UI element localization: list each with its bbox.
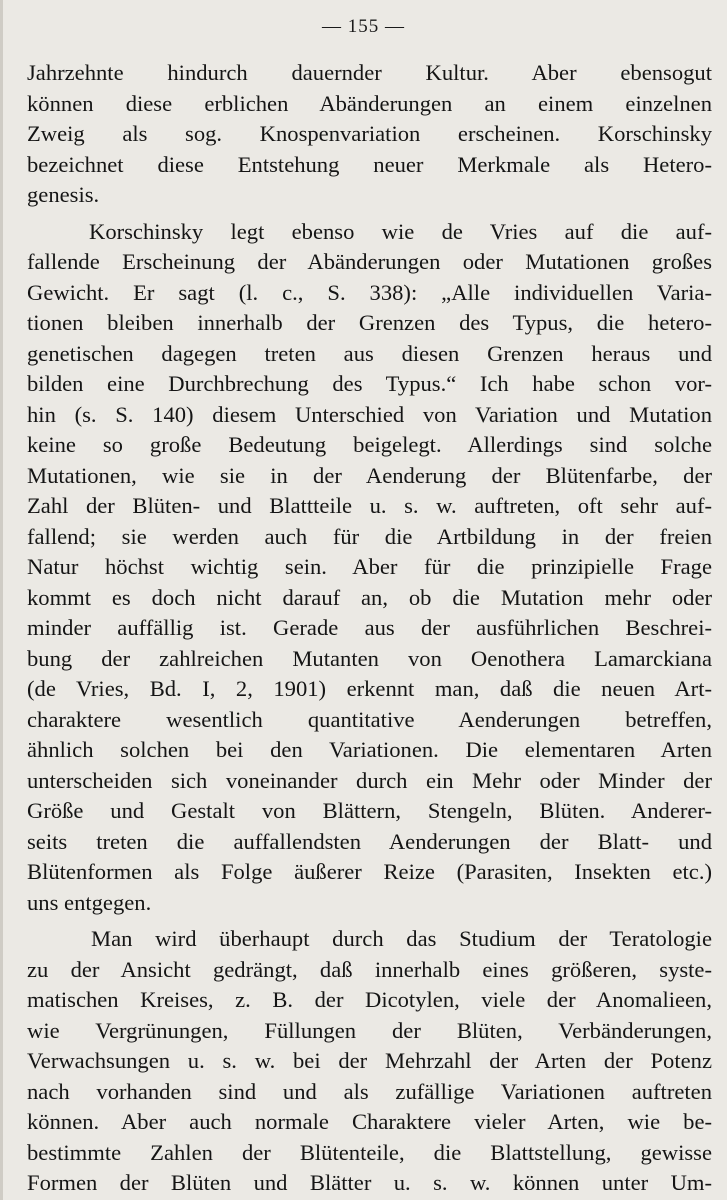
text-line: zu der Ansicht gedrängt, daß innerhalb eines größeren, syste-	[27, 956, 712, 982]
text-line: Natur höchst wichtig sein. Aber für die prinzipielle Frage	[27, 554, 712, 579]
text-line: bilden eine Durchbrechung des Typus.“ Ich habe schon vor-	[27, 371, 712, 396]
text-line: fallende Erscheinung der Abänderungen oder Mutationen großes	[27, 249, 712, 274]
text-line: seits treten die auffallendsten Aenderungen der Blatt- und	[27, 828, 712, 854]
text-line: uns entgegen.	[27, 889, 152, 915]
text-line: wie Vergrünungen, Füllungen der Blüten, Verbänderungen,	[27, 1017, 712, 1043]
text-line: bestimmte Zahlen der Blütenteile, die Blattstellung, gewisse	[27, 1139, 712, 1165]
text-line: minder auffällig ist. Gerade aus der ausführlichen Beschrei-	[27, 615, 712, 640]
text-line: Zahl der Blüten- und Blattteile u. s. w. auftreten, oft sehr auf-	[27, 493, 712, 518]
text-line: hin (s. S. 140) diesem Unterschied von Variation und Mutation	[27, 401, 712, 427]
text-line: können diese erblichen Abänderungen an einem einzelnen	[27, 90, 712, 116]
text-line: Jahrzehnte hindurch dauernder Kultur. Aber ebensogut	[27, 60, 712, 85]
text-line: Mutationen, wie sie in der Aenderung der Blütenfarbe, der	[27, 462, 712, 488]
body-text	[27, 58, 712, 1199]
text-line: kommt es doch nicht darauf an, ob die Mutation mehr oder	[27, 584, 712, 610]
text-line: (de Vries, Bd. I, 2, 1901) erkennt man, daß die neuen Art-	[27, 676, 712, 701]
text-line: ähnlich solchen bei den Variationen. Die elementaren Arten	[27, 737, 712, 762]
text-line: Man wird überhaupt durch das Studium der Teratologie	[91, 926, 712, 951]
text-line: bezeichnet diese Entstehung neuer Merkmale als Hetero-	[27, 151, 712, 177]
text-line: keine so große Bedeutung beigelegt. Allerdings sind solche	[27, 432, 712, 457]
text-line: tionen bleiben innerhalb der Grenzen des Typus, die hetero-	[27, 310, 712, 335]
text-line: Formen der Blüten und Blätter u. s. w. können unter Um-	[27, 1170, 712, 1195]
scan-edge	[0, 0, 3, 1200]
text-line: unterscheiden sich voneinander durch ein Mehr oder Minder der	[27, 767, 712, 793]
text-line: Größe und Gestalt von Blättern, Stengeln, Blüten. Anderer-	[27, 798, 712, 823]
page-number: — 155 —	[322, 16, 405, 37]
text-line: Blütenformen als Folge äußerer Reize (Parasiten, Insekten etc.)	[27, 859, 712, 884]
text-line: Gewicht. Er sagt (l. c., S. 338): „Alle individuellen Varia-	[27, 279, 712, 305]
paragraph-2	[27, 217, 712, 919]
text-line: genesis.	[27, 182, 100, 207]
text-line: charaktere wesentlich quantitative Aenderungen betreffen,	[27, 706, 712, 732]
text-line: Verwachsungen u. s. w. bei der Mehrzahl der Arten der Potenz	[27, 1048, 712, 1073]
text-line: Korschinsky legt ebenso wie de Vries auf die auf-	[89, 218, 712, 244]
text-line: können. Aber auch normale Charaktere vieler Arten, wie be-	[27, 1109, 712, 1134]
text-line: fallend; sie werden auch für die Artbildung in der freien	[27, 523, 712, 549]
paragraph-3	[27, 924, 712, 1199]
text-line: matischen Kreises, z. B. der Dicotylen, viele der Anomalieen,	[27, 987, 712, 1012]
text-line: genetischen dagegen treten aus diesen Grenzen heraus und	[27, 340, 712, 366]
text-line: bung der zahlreichen Mutanten von Oenothera Lamarckiana	[27, 645, 712, 671]
text-line: nach vorhanden sind und als zufällige Variationen auftreten	[27, 1078, 712, 1104]
text-line: Zweig als sog. Knospenvariation erscheinen. Korschinsky	[27, 121, 712, 146]
paragraph-1	[27, 58, 712, 211]
